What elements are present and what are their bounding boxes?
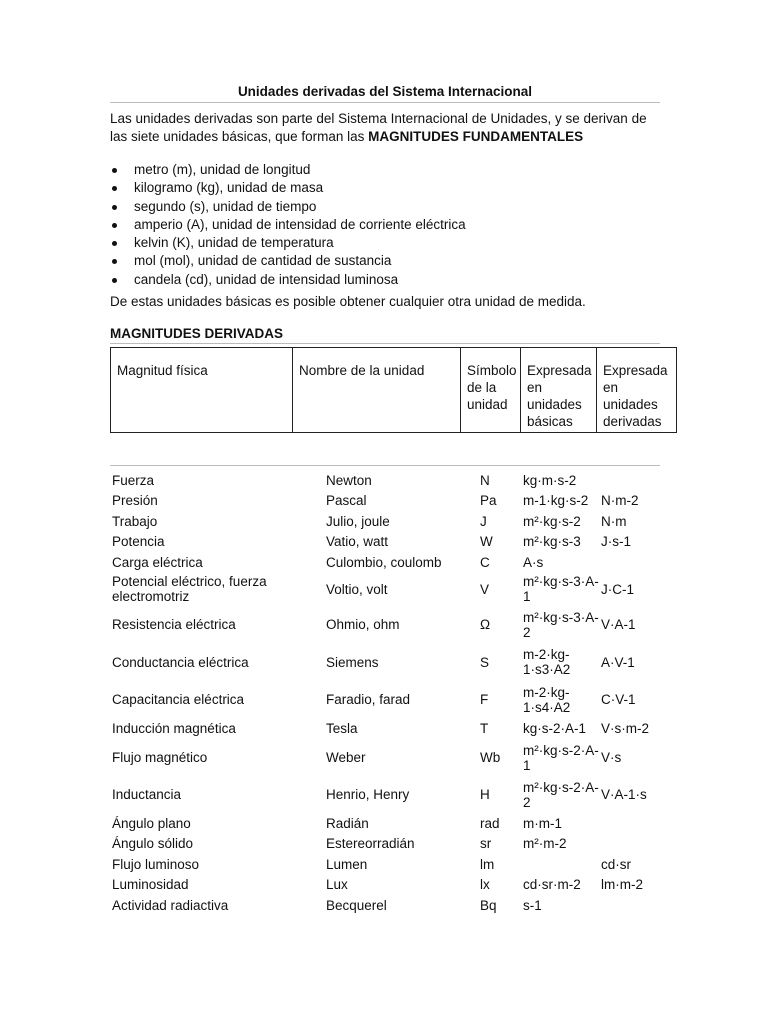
table-cell: Inductancia (112, 787, 182, 802)
table-cell: W (480, 534, 493, 550)
table-cell: m²·kg·s-3·A-1 (523, 574, 599, 604)
table-cell: Fuerza (112, 472, 155, 488)
table-cell: N·m-2 (601, 493, 639, 509)
table-cell: s-1 (523, 897, 542, 913)
header-cell: Expresada en unidades básicas (521, 348, 597, 432)
bullet-icon (112, 278, 117, 283)
table-cell: A·V-1 (601, 654, 635, 670)
section-title: MAGNITUDES DERIVADAS (110, 326, 284, 341)
table-cell: Ángulo sólido (112, 836, 194, 852)
table-cell: J·s-1 (601, 534, 631, 550)
table-row (110, 776, 670, 813)
table-cell (601, 552, 671, 573)
table-cell: Flujo magnético (112, 750, 208, 765)
list-item: kilogramo (kg), unidad de masa (110, 179, 466, 197)
table-cell: m-2·kg-1·s3·A2 (523, 647, 571, 677)
table-cell: H (480, 787, 490, 802)
table-cell: V·A-1·s (601, 787, 647, 802)
document-title: Unidades derivadas del Sistema Internacional (237, 84, 533, 99)
table-cell (523, 854, 599, 875)
table-cell: m²·kg·s-2·A-2 (523, 779, 599, 810)
title-rule (110, 102, 660, 103)
table-cell: J (480, 513, 487, 529)
table-row (110, 681, 670, 719)
intro-paragraph (110, 110, 660, 146)
table-row (110, 854, 670, 875)
table-cell: m-2·kg-1·s4·A2 (523, 684, 571, 715)
list-item: mol (mol), unidad de cantidad de sustancia (110, 252, 466, 270)
table-cell: Lumen (326, 856, 368, 872)
table-cell: Becquerel (326, 897, 387, 913)
table-cell: Actividad radiactiva (112, 897, 229, 913)
table-cell: rad (480, 815, 500, 831)
table-cell: N (480, 472, 490, 488)
table-cell: Luminosidad (112, 877, 189, 893)
table-cell: T (480, 721, 489, 737)
bullet-icon (112, 223, 117, 228)
table-cell: cd·sr·m-2 (523, 877, 581, 893)
table-cell (601, 470, 671, 491)
table-cell: Bq (480, 897, 497, 913)
table-cell: V·s·m-2 (601, 721, 649, 737)
table-row (110, 552, 670, 573)
table-cell: Pascal (326, 493, 367, 509)
table-cell: Vatio, watt (326, 534, 389, 550)
table-row (110, 511, 670, 532)
table-cell: A·s (523, 554, 544, 570)
table-cell: Carga eléctrica (112, 554, 203, 570)
table-row (110, 470, 670, 491)
table-header (110, 347, 677, 433)
intro-bold: MAGNITUDES FUNDAMENTALES (368, 129, 584, 144)
table-cell: lm (480, 856, 495, 872)
table-cell: lx (480, 877, 490, 893)
table-cell: Tesla (326, 721, 358, 737)
table-cell: Wb (480, 750, 501, 765)
list-item: metro (m), unidad de longitud (110, 161, 466, 179)
table-cell: kg·s-2·A-1 (523, 721, 587, 737)
base-units-list (110, 161, 466, 289)
list-item: amperio (A), unidad de intensidad de corriente eléctrica (110, 216, 466, 234)
table-cell: Ohmio, ohm (326, 617, 400, 632)
table-cell: Potencial eléctrico, fuerza electromotriz (112, 574, 267, 604)
bullet-icon (112, 259, 117, 264)
header-cell: Magnitud física (111, 348, 293, 432)
table-cell: Conductancia eléctrica (112, 654, 249, 670)
table-cell: Ángulo plano (112, 815, 191, 831)
table-cell: Siemens (326, 654, 379, 670)
table-cell: m²·kg·s-3 (523, 534, 581, 550)
table-cell: m²·kg·s-2·A-1 (523, 742, 599, 773)
bullet-icon (112, 205, 117, 210)
list-item: segundo (s), unidad de tiempo (110, 198, 466, 216)
table-cell (601, 834, 671, 855)
table-cell: m·m-1 (523, 815, 562, 831)
table-cell: sr (480, 836, 492, 852)
table-cell: Resistencia eléctrica (112, 617, 236, 632)
table-cell: C·V-1 (601, 692, 636, 707)
table-cell: Faradio, farad (326, 692, 411, 707)
table-row (110, 739, 670, 776)
table-cell (601, 895, 671, 916)
table-cell: Radián (326, 815, 369, 831)
table-cell: Henrio, Henry (326, 787, 410, 802)
table-cell: m²·m-2 (523, 836, 567, 852)
table-cell: kg·m·s-2 (523, 472, 577, 488)
table-cell: lm·m-2 (601, 877, 643, 893)
table-cell: Voltio, volt (326, 581, 388, 597)
table-cell: V·A-1 (601, 617, 636, 632)
bullet-icon (112, 186, 117, 191)
table-row (110, 532, 670, 553)
table-cell: Capacitancia eléctrica (112, 692, 245, 707)
data-table (110, 470, 670, 916)
table-cell: Julio, joule (326, 513, 390, 529)
table-row (110, 875, 670, 896)
table-cell: F (480, 692, 489, 707)
table-cell: S (480, 654, 490, 670)
table-rule (110, 465, 660, 466)
list-item: candela (cd), unidad de intensidad luminosa (110, 271, 466, 289)
header-cell: Expresada en unidades derivadas (603, 363, 668, 429)
table-cell (601, 813, 671, 834)
table-cell: Newton (326, 472, 372, 488)
table-cell: Trabajo (112, 513, 158, 529)
table-cell: cd·sr (601, 856, 631, 872)
bullet-icon (112, 241, 117, 246)
table-cell: m²·kg·s-3·A-2 (523, 609, 599, 640)
table-row (110, 719, 670, 740)
intro-text: Las unidades derivadas son parte del Sistema Internacional de Unidades, y se derivan de las siete unidades básicas, que forman las (110, 111, 647, 144)
table-cell: N·m (601, 513, 627, 529)
table-row (110, 834, 670, 855)
table-cell: Lux (326, 877, 348, 893)
header-cell: Símbolo de la unidad (461, 348, 521, 432)
table-cell: Weber (326, 750, 366, 765)
table-row (110, 895, 670, 916)
table-cell: Pa (480, 493, 497, 509)
table-cell: V·s (601, 750, 622, 765)
table-row (110, 491, 670, 512)
table-row (110, 813, 670, 834)
table-cell: Culombio, coulomb (326, 554, 442, 570)
table-cell: C (480, 554, 490, 570)
table-cell: V (480, 581, 490, 597)
list-item: kelvin (K), unidad de temperatura (110, 234, 466, 252)
after-paragraph: De estas unidades básicas es posible obtener cualquier otra unidad de medida. (110, 294, 586, 309)
header-cell: Nombre de la unidad (293, 348, 461, 432)
table-cell: m²·kg·s-2 (523, 513, 581, 529)
table-cell: Ω (480, 617, 491, 632)
table-cell: m-1·kg·s-2 (523, 493, 589, 509)
section-rule (110, 343, 660, 344)
bullet-icon (112, 168, 117, 173)
table-cell: Flujo luminoso (112, 856, 200, 872)
table-row (110, 573, 670, 606)
table-row (110, 606, 670, 644)
table-cell: J·C-1 (601, 581, 634, 597)
table-cell: Presión (112, 493, 158, 509)
table-cell: Potencia (112, 534, 165, 550)
table-cell: Estereorradián (326, 836, 415, 852)
table-row (110, 644, 670, 681)
table-cell: Inducción magnética (112, 721, 236, 737)
